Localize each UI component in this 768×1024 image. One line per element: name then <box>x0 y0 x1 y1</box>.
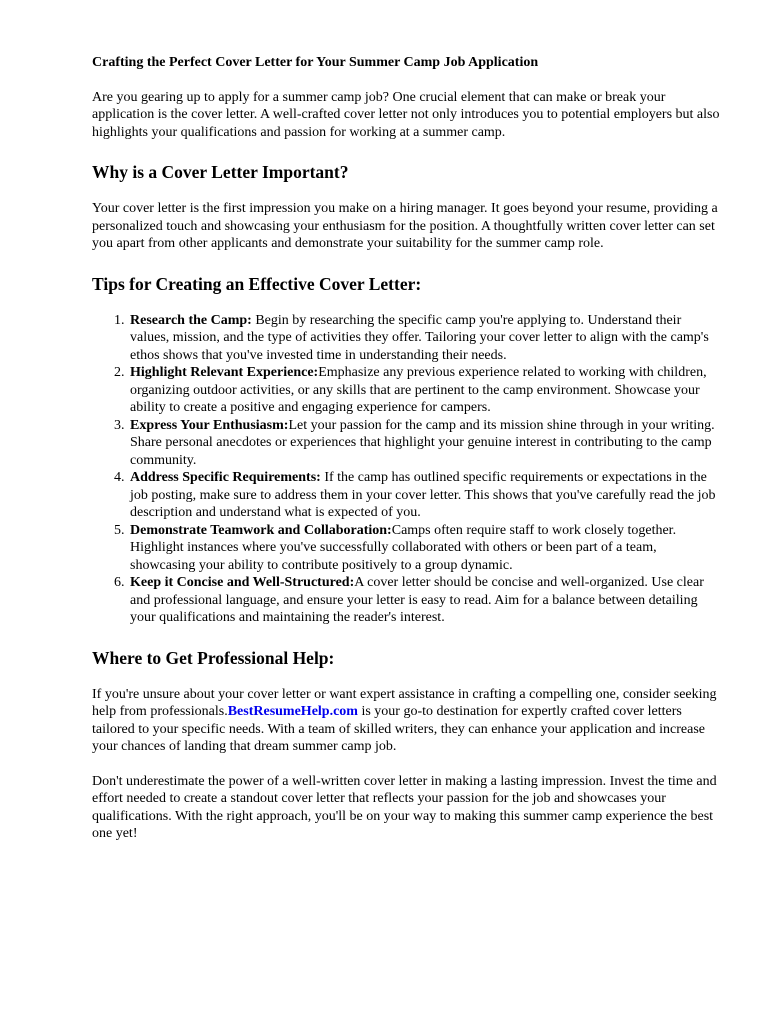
closing-paragraph: Don't underestimate the power of a well-written cover letter in making a lasting impression. Invest the time and effort needed to create a standout cover letter that reflects your passion for the job and showcases your qualifications. With the right approach, you'll be on your way to making this summer camp experience the best one yet! <box>92 773 717 841</box>
list-item-lead: Research the Camp: <box>130 312 252 328</box>
section-heading-importance: Why is a Cover Letter Important? <box>92 162 349 182</box>
list-item-demonstrate-teamwork <box>128 522 722 575</box>
list-item-text: If the camp has outlined specific requirements or expectations in the job posting, make sure to address them in your cover letter. This shows that you've carefully read the job description and understand what is expected of you. <box>130 470 716 520</box>
bestresumehelp-link[interactable]: BestResumeHelp.com <box>227 704 358 719</box>
list-item-text: Emphasize any previous experience related to working with children, organizing outdoor activities, or any skills that are pertinent to the camp environment. Showcase your ability to create a positive and engaging experience for campers. <box>130 365 707 415</box>
importance-paragraph: Your cover letter is the first impression you make on a hiring manager. It goes beyond your resume, providing a personalized touch and showcasing your enthusiasm for the position. A thoughtfully written cover letter can set you apart from other applicants and demonstrate your suitability for the summer camp role. <box>92 201 718 251</box>
list-item-highlight-experience <box>128 364 722 417</box>
help-text-after-link: is your go-to destination for expertly crafted cover letters tailored to your specific needs. With a team of skilled writers, they can enhance your application and increase your chances of landing that dream summer camp job. <box>92 704 706 754</box>
list-item-address-requirements <box>128 469 722 522</box>
list-item-express-enthusiasm <box>128 417 722 470</box>
list-item-lead: Express Your Enthusiasm: <box>130 417 289 433</box>
list-item-text: Begin by researching the specific camp you're applying to. Understand their values, mission, and the type of activities they offer. Tailoring your cover letter to align with the camp's ethos shows that you've invested time in understanding their needs. <box>130 312 709 363</box>
section-heading-tips: Tips for Creating an Effective Cover Letter: <box>92 273 422 294</box>
section-heading-professional-help: Where to Get Professional Help: <box>92 647 335 668</box>
list-item-text: A cover letter should be concise and well-organized. Use clear and professional language, and ensure your letter is easy to read. Aim for a balance between detailing your qualifications and maintaining the reader's interest. <box>130 575 704 625</box>
professional-help-paragraph <box>92 686 722 756</box>
list-item-lead: Keep it Concise and Well-Structured: <box>130 575 355 590</box>
list-item-lead: Address Specific Requirements: <box>130 470 321 485</box>
list-item-lead: Demonstrate Teamwork and Collaboration: <box>130 522 392 538</box>
list-item-lead: Highlight Relevant Experience: <box>130 365 319 380</box>
intro-paragraph: Are you gearing up to apply for a summer camp job? One crucial element that can make or break your application is the cover letter. A well-crafted cover letter not only introduces you to potential employers but also highlights your qualifications and passion for working at a summer camp. <box>92 89 720 140</box>
list-item-keep-concise <box>128 574 722 627</box>
help-text-before-link: If you're unsure about your cover letter or want expert assistance in crafting a compelling one, consider seeking help from professionals. <box>92 686 717 719</box>
list-item-text: Let your passion for the camp and its mission shine through in your writing. Share personal anecdotes or experiences that highlight your genuine interest in contributing to the camp community. <box>130 417 715 468</box>
tips-list <box>92 312 722 627</box>
list-item-text: Camps often require staff to work closely together. Highlight instances where you've successfully collaborated with others or been part of a team, showcasing your ability to contribute positively to a group dynamic. <box>130 522 677 573</box>
list-item-research-the-camp <box>128 312 722 365</box>
document-title: Crafting the Perfect Cover Letter for Your Summer Camp Job Application <box>92 55 539 70</box>
